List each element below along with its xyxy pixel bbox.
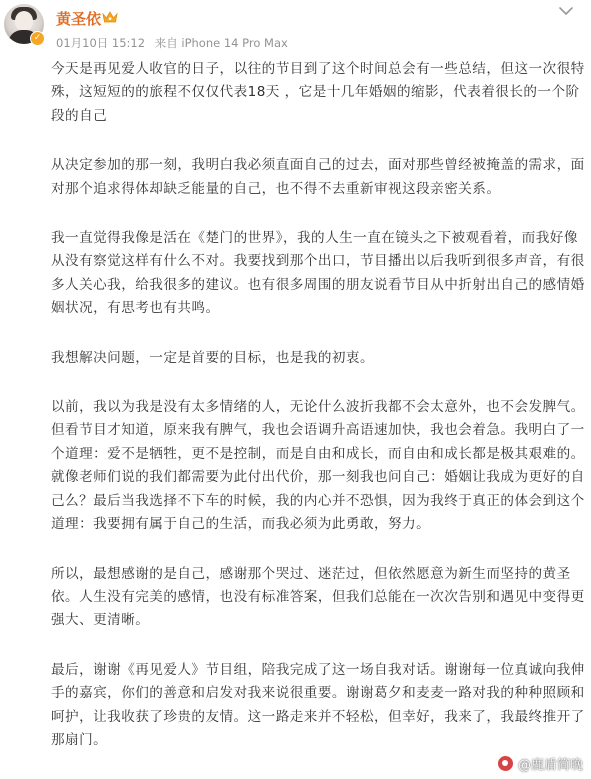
post-header [0, 0, 591, 58]
post-paragraph: 我一直觉得我像是活在《楚门的世界》，我的人生一直在镜头之下被观看着，而我好像从没有察觉这样有什么不对。我要找到那个出口，节目播出以后我听到很多声音，有很多人关心我，给我很多的建议。也有很多周围的朋友说看节目从中折射出自己的感情婚姻状况，有思考也有共鸣。 [51, 230, 585, 317]
watermark-logo-icon [497, 755, 514, 772]
watermark [497, 754, 583, 773]
post-date: 01月10日 15:12 [56, 36, 146, 50]
post-paragraph: 我想解决问题，一定是首要的目标，也是我的初衷。 [51, 349, 375, 366]
post-paragraph: 所以，最想感谢的是自己，感谢那个哭过、迷茫过，但依然愿意为新生而坚持的黄圣依。人生没有完美的感情，也没有标准答案，但我们总能在一次次告别和遇见中变得更强大、更清晰。 [51, 565, 585, 629]
watermark-text: @鹿盾简晚 [517, 758, 583, 773]
verified-badge-icon: ✓ [30, 31, 45, 46]
post-paragraph: 最后，谢谢《再见爱人》节目组，陪我完成了这一场自我对话。谢谢每一位真诚向我伸手的嘉宾，你们的善意和启发对我来说很重要。谢谢葛夕和麦麦一路对我的种种照顾和呵护，让我收获了珍贵的友情。这一路走来并不轻松，但幸好，我来了，我最终推开了那扇门。 [51, 661, 585, 748]
avatar-face [15, 11, 33, 31]
crown-icon [102, 10, 118, 24]
post-paragraph: 以前，我以为我是没有太多情绪的人，无论什么波折我都不会太意外，也不会发脾气。但看节目才知道，原来我有脾气，我也会语调升高语速加快，我也会着急。我明白了一个道理：爱不是牺牲，更不是控制，而是自由和成长，而自由和成长都是极其艰难的。就像老师们说的我们都需要为此付出代价，那一刻我也问自己：婚姻让我成为更好的自己么？最后当我选择不下车的时候，我的内心并不恐惧，因为我终于真正的体会到这个道理：我要拥有属于自己的生活，而我必须为此勇敢，努力。 [51, 399, 585, 533]
post-source: 来自 iPhone 14 Pro Max [154, 36, 288, 50]
post-paragraph: 从决定参加的那一刻，我明白我必须直面自己的过去，面对那些曾经被掩盖的需求，面对那个追求得体却缺乏能量的自己，也不得不去重新审视这段亲密关系。 [51, 157, 585, 197]
post-body [51, 58, 591, 752]
author-name[interactable]: 黄圣依 [56, 10, 102, 28]
chevron-down-icon[interactable] [559, 6, 573, 16]
post-paragraph: 今天是再见爱人收官的日子，以往的节目到了这个时间总会有一些总结，但这一次很特殊，这短短的的旅程不仅仅代表18天 ，它是十几年婚姻的缩影，代表着很长的一个阶段的自己 [51, 61, 585, 124]
post-meta [56, 35, 288, 51]
